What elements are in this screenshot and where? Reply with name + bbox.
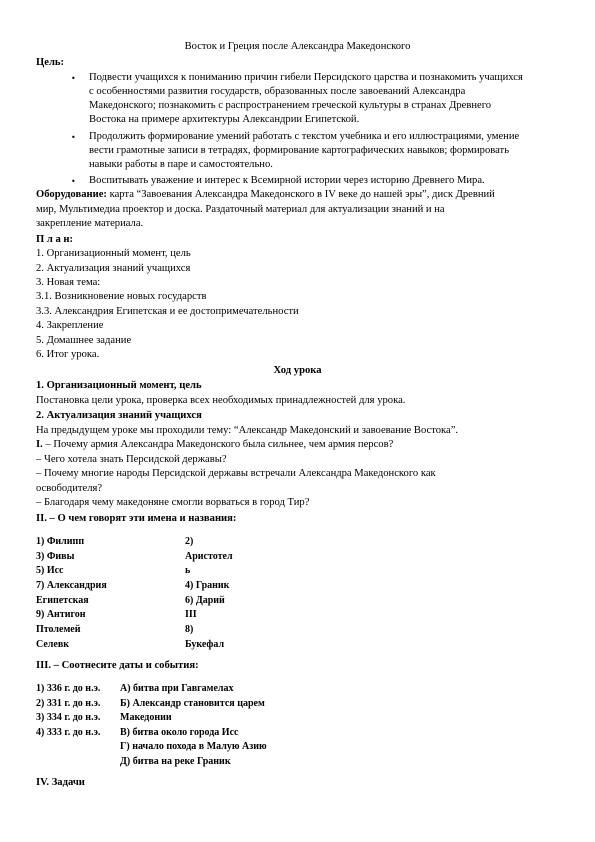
bullet-icon: • <box>71 74 76 83</box>
equipment-line: мир, Мультимедиа проектор и доска. Раздаточный материал для актуализации знаний и на <box>36 204 445 215</box>
question-line: освободителя? <box>36 483 103 494</box>
plan-item: 2. Актуализация знаний учащихся <box>36 263 191 274</box>
question-number: I. <box>36 439 43 450</box>
plan-item: 3.1. Возникновение новых государств <box>36 291 207 302</box>
name-item: Букефал <box>185 639 225 650</box>
equipment-line <box>36 188 495 202</box>
event-item: Д) битва на реке Граник <box>120 756 231 767</box>
name-item: 8) <box>185 624 194 635</box>
document-title: Восток и Греция после Александра Македонского <box>184 41 411 52</box>
plan-item: 3. Новая тема: <box>36 277 101 288</box>
goal-line: навыки работы в паре и самостоятельно. <box>89 159 273 170</box>
question-line: – Благодаря чему македоняне смогли ворваться в город Тир? <box>36 497 310 508</box>
bullet-icon: • <box>71 177 76 186</box>
plan-item: 1. Организационный момент, цель <box>36 248 191 259</box>
name-item: Птолемей <box>36 624 81 635</box>
event-item: В) битва около города Исс <box>120 727 239 738</box>
event-item: Македонии <box>120 712 172 723</box>
name-item: 7) Александрия <box>36 580 107 591</box>
task2-heading: II. – О чем говорят эти имена и названия: <box>36 513 237 524</box>
goal-line: с особенностями развития государств, образованных после завоеваний Александра <box>89 86 466 97</box>
event-item: Б) Александр становится царем <box>120 698 265 709</box>
event-item: А) битва при Гавгамелах <box>120 683 234 694</box>
date-item: 2) 331 г. до н.э. <box>36 698 101 709</box>
goal-line: Продолжить формирование умений работать с текстом учебника и его иллюстрациями, умение <box>89 131 520 142</box>
name-item: ь <box>185 565 191 576</box>
question-line: – Почему многие народы Персидской державы встречали Александра Македонского как <box>36 468 436 479</box>
name-item: 4) Граник <box>185 580 230 591</box>
name-item: 6) Дарий <box>185 595 225 606</box>
equipment-line: закрепление материала. <box>36 218 144 229</box>
task4-heading: IV. Задачи <box>36 777 85 788</box>
task3-heading: III. – Соотнесите даты и события: <box>36 660 199 671</box>
lesson-heading: Ход урока <box>273 365 322 376</box>
bullet-icon: • <box>71 133 76 142</box>
name-item: Селевк <box>36 639 69 650</box>
goal-line: Воспитывать уважение и интерес к Всемирной истории через историю Древнего Мира. <box>89 175 485 186</box>
section1-text: Постановка цели урока, проверка всех необходимых принадлежностей для урока. <box>36 395 406 406</box>
plan-item: 3.3. Александрия Египетская и ее достопримечательности <box>36 306 299 317</box>
goal-line: Подвести учащихся к пониманию причин гибели Персидского царства и познакомить учащихся <box>89 72 523 83</box>
date-item: 3) 334 г. до н.э. <box>36 712 101 723</box>
event-item: Г) начало похода в Малую Азию <box>120 741 267 752</box>
name-item: III <box>185 609 197 620</box>
equipment-text: карта “Завоевания Александра Македонского в IV веке до нашей эры”, диск Древний <box>106 189 495 200</box>
question-text: – Почему армия Александра Македонского была сильнее, чем армия персов? <box>42 439 394 450</box>
goal-line: вести грамотные записи в тетрадях, формирование картографических навыков; формировать <box>89 145 510 156</box>
name-item: 3) Фивы <box>36 551 75 562</box>
goal-label: Цель: <box>36 57 65 68</box>
section2-intro: На предыдущем уроке мы проходили тему: “Александр Македонский и завоевание Востока”. <box>36 425 459 436</box>
plan-item: 4. Закрепление <box>36 320 104 331</box>
question-line: – Чего хотела знать Персидской державы? <box>36 454 227 465</box>
name-item: Аристотел <box>185 551 233 562</box>
goal-line: Востока на примере архитектуры Александрии Египетской. <box>89 114 360 125</box>
plan-label: П л а н: <box>36 234 74 245</box>
equipment-label: Оборудование: <box>36 189 107 200</box>
name-item: 2) <box>185 536 194 547</box>
name-item: Египетская <box>36 595 89 606</box>
name-item: 5) Исс <box>36 565 64 576</box>
section1-heading: 1. Организационный момент, цель <box>36 380 202 391</box>
name-item: 1) Филипп <box>36 536 85 547</box>
date-item: 1) 336 г. до н.э. <box>36 683 101 694</box>
question-line <box>36 438 393 452</box>
plan-item: 6. Итог урока. <box>36 349 100 360</box>
name-item: 9) Антигон <box>36 609 86 620</box>
date-item: 4) 333 г. до н.э. <box>36 727 101 738</box>
goal-line: Македонского; познакомить с распространением греческой культуры в странах Древнего <box>89 100 492 111</box>
section2-heading: 2. Актуализация знаний учащихся <box>36 410 202 421</box>
plan-item: 5. Домашнее задание <box>36 335 132 346</box>
